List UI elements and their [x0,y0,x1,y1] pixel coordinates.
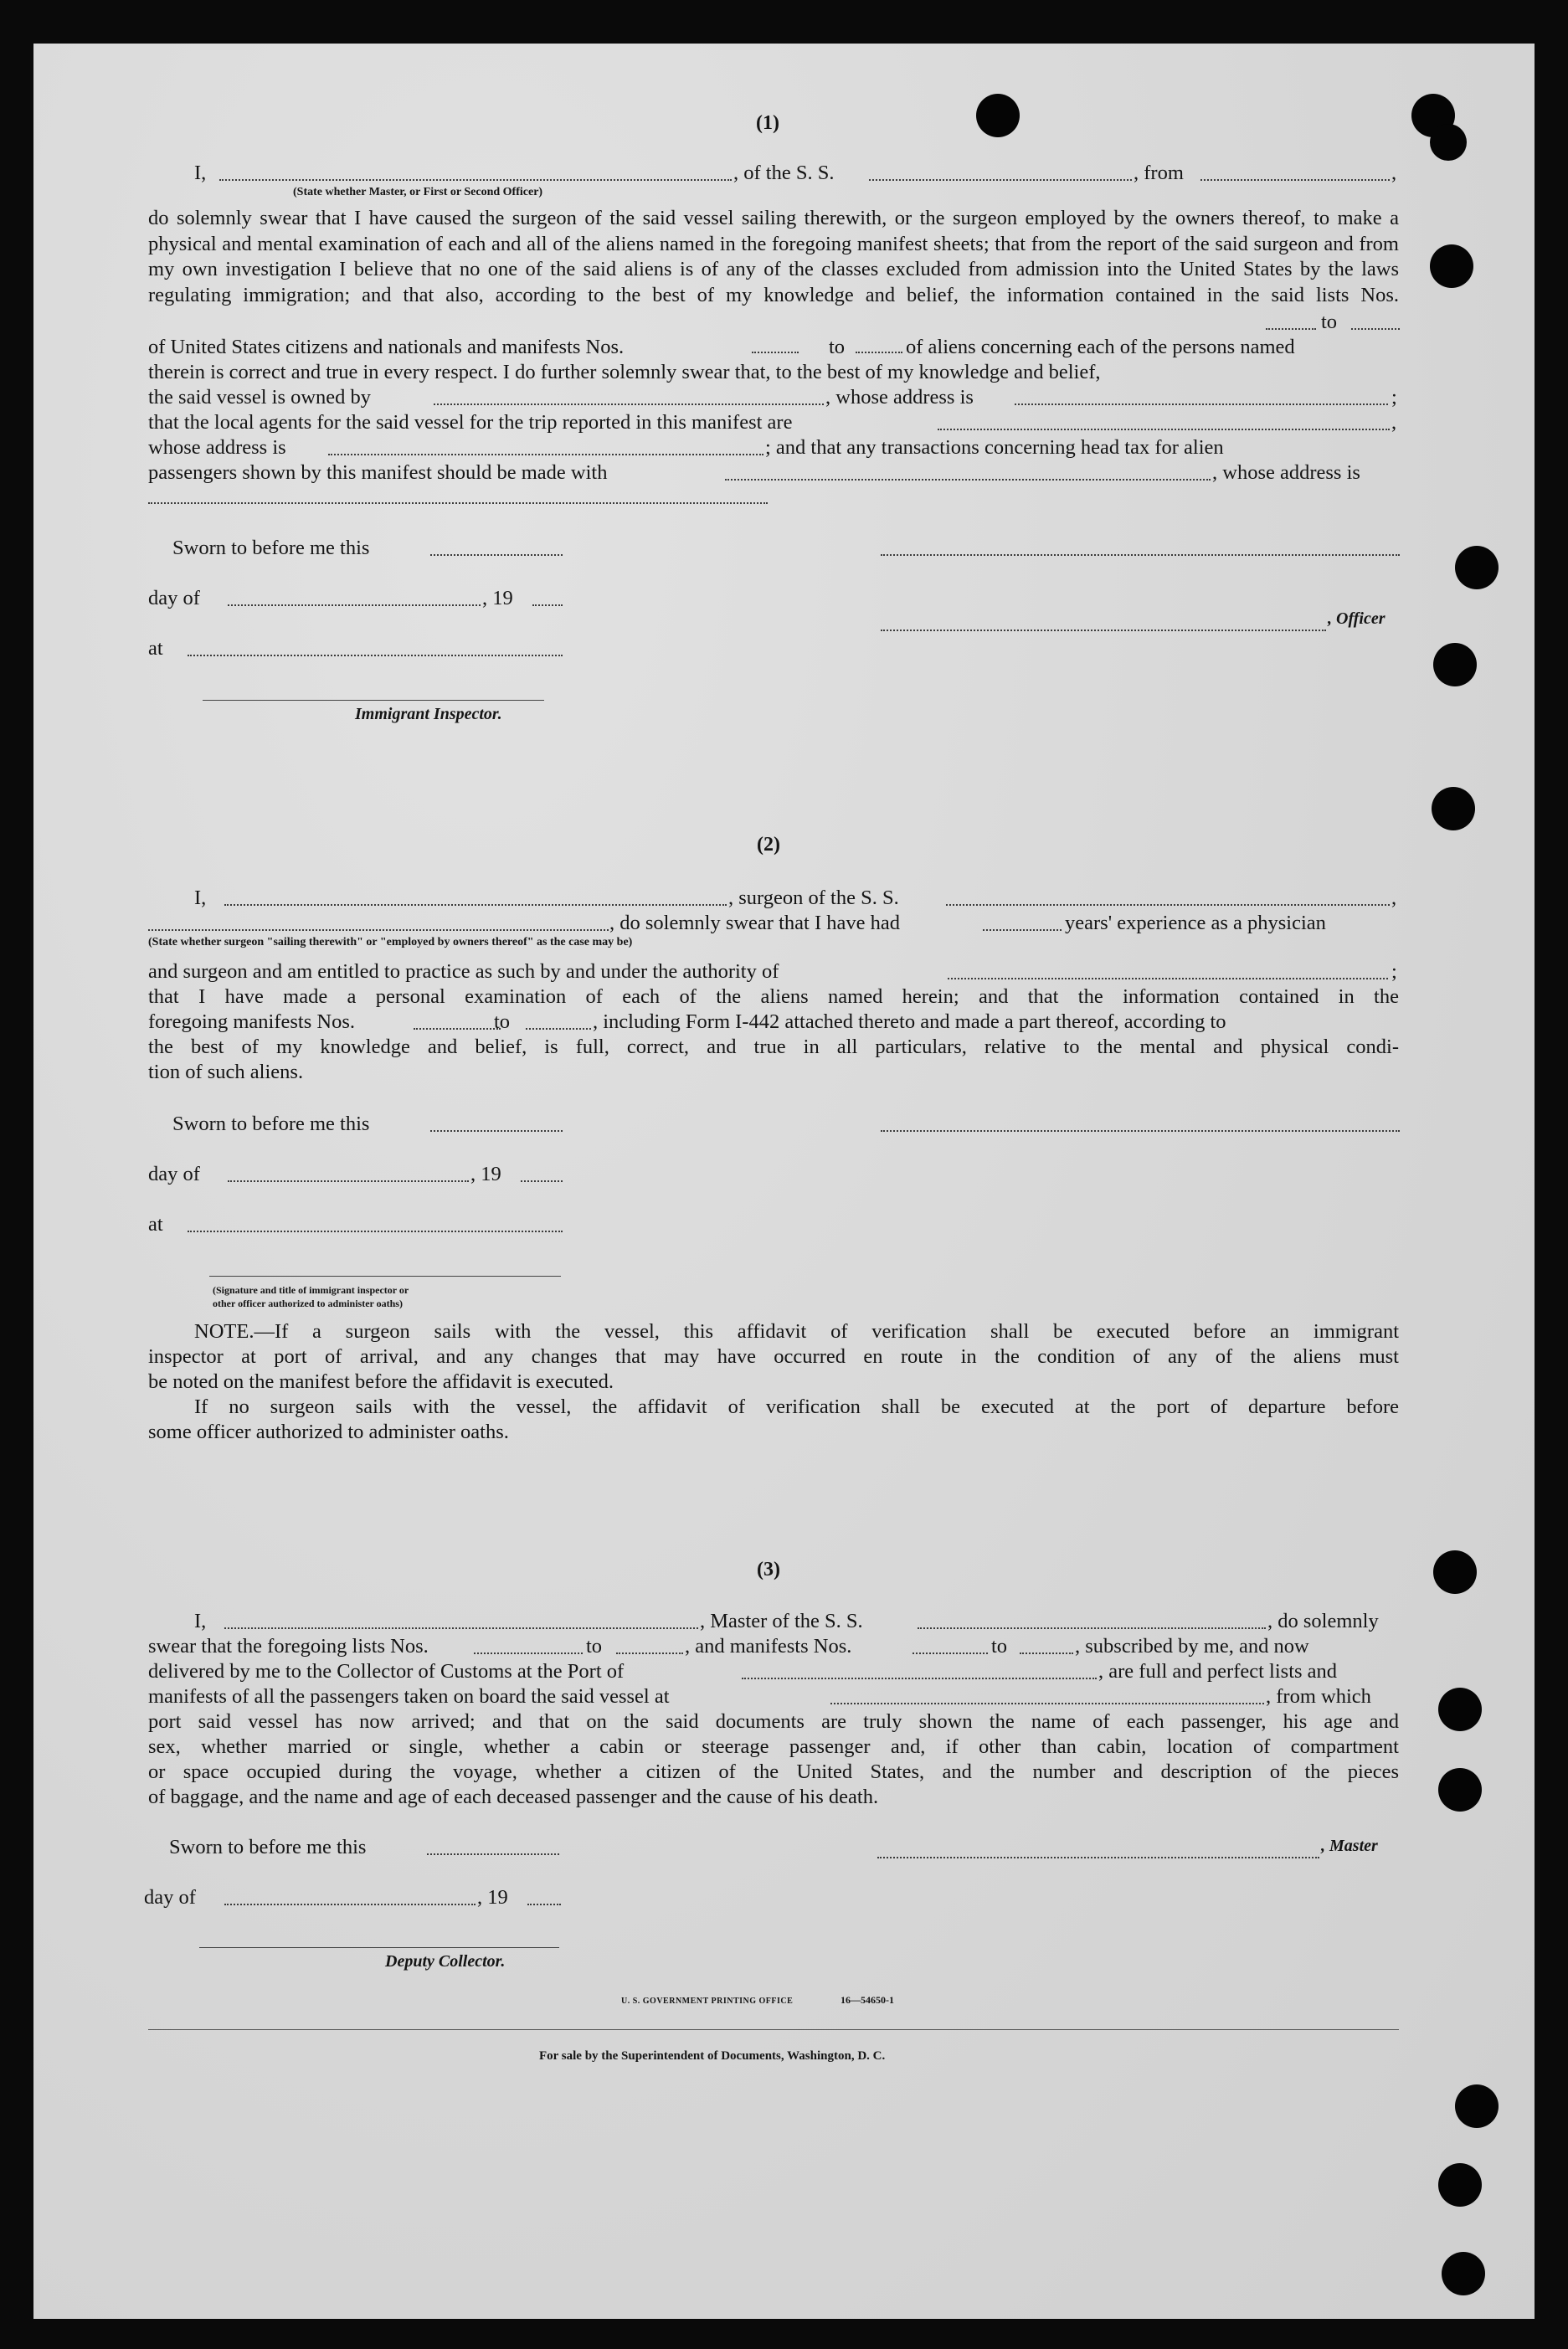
text: , 19 [482,587,513,609]
punch-hole [976,94,1020,137]
text: , whose address is [825,386,974,409]
fill-line-manifests-from [414,1028,501,1030]
text: and surgeon and am entitled to practice as such by and under the authority of [148,960,779,983]
fill-line-sworn-date [427,1853,559,1855]
note-line: inspector at port of arrival, and any changes that may have occurred en route in the condition of any of the aliens must [148,1345,1399,1368]
deputy-collector-label: Deputy Collector. [385,1952,506,1971]
punch-hole [1455,546,1499,589]
for-sale-notice: For sale by the Superintendent of Documents, Washington, D. C. [539,2049,886,2063]
text-line: that I have made a personal examination of each of the aliens named herein; and that the information contained in the [148,985,1399,1008]
fill-line-year [521,1180,563,1182]
fill-line-day-of [224,1904,476,1905]
field-caption: (State whether surgeon "sailing therewith" or "employed by owners thereof" as the case may be) [148,936,633,948]
fill-line-agents-address [328,454,763,455]
affidavit-paragraph: do solemnly swear that I have caused the surgeon of the said vessel sailing therewith, or the surgeon employed by the owners thereof, to make a physical and mental examination of each and all of the aliens named in the foregoing manifest sheets; that from the report of the said surgeon and from my own investigation I believe that no one of the said aliens is of any of the classes excluded from admission into the United States by the laws regulating immigration; and that also, according to the best of my knowledge and belief, the information contained in the said lists Nos. [148,207,1399,306]
text: to [494,1010,511,1033]
signature-line-deputy [199,1947,559,1948]
fill-line-lists-from [474,1653,583,1654]
note-line: some officer authorized to administer oaths. [148,1421,509,1443]
text: , from [1134,162,1184,184]
text: I, [194,1610,207,1632]
fill-line-manifests-from [913,1653,988,1654]
text: , including Form I-442 attached thereto and made a part thereof, according to [593,1010,1226,1033]
fill-line-at-place [188,655,563,656]
text: day of [144,1886,196,1909]
text: ; [1391,386,1397,409]
text: foregoing manifests Nos. [148,1010,355,1033]
text: to [586,1635,603,1658]
fill-line-surgeon-signature [881,1130,1400,1132]
fill-line-master-name [224,1627,698,1629]
fill-line-lists-to [616,1653,683,1654]
punch-hole [1432,787,1475,830]
punch-hole [1433,643,1477,686]
fill-line-day-of [228,604,481,606]
section-number: (1) [756,112,779,134]
printing-office-imprint: U. S. GOVERNMENT PRINTING OFFICE [621,1997,794,2006]
text: , Master of the S. S. [700,1610,863,1632]
fill-line-agents [938,429,1390,430]
fill-line-surgeon-ship [946,904,1390,906]
text: day of [148,1163,200,1185]
punch-hole [1433,1550,1477,1594]
fill-line-manifests-to [526,1028,591,1030]
text: , subscribed by me, and now [1075,1635,1309,1658]
field-caption: (State whether Master, or First or Second Officer) [293,186,543,198]
fill-line-officer-signature [881,554,1400,556]
text: at [148,1213,163,1236]
fill-line-officer-title [881,630,1326,631]
fill-line-master-signature [877,1857,1319,1858]
text: , whose address is [1212,461,1360,484]
officer-label: , Officer [1328,609,1385,628]
fill-line-owner [434,403,824,405]
fill-line-manifest-to [856,352,902,353]
note-line: If no surgeon sails with the vessel, the affidavit of verification shall be executed at the port of departure before [194,1396,1399,1418]
text: day of [148,587,200,609]
text: , 19 [477,1886,508,1909]
signature-caption: other officer authorized to administer oaths) [213,1298,403,1309]
text: Sworn to before me this [172,537,370,559]
text: , and manifests Nos. [685,1635,852,1658]
text: that the local agents for the said vessel for the trip reported in this manifest are [148,411,793,434]
fill-line-list-from [1266,328,1316,330]
signature-line-inspector [203,700,544,701]
fill-line-ship-name [869,179,1132,181]
note-line: be noted on the manifest before the affidavit is executed. [148,1370,614,1393]
fill-line-head-tax-address [148,502,768,504]
text: , [1391,411,1397,434]
fill-line-surgeon-status [148,929,609,931]
text: the said vessel is owned by [148,386,372,409]
section-number: (2) [757,834,780,856]
fill-line-list-to [1351,328,1400,330]
fill-line-surgeon-name [224,904,727,906]
text: whose address is [148,436,286,459]
fill-line-manifest-from [752,352,799,353]
punch-hole [1438,1688,1482,1731]
text: , [1391,162,1397,184]
fill-line-years [983,929,1062,931]
fill-line-sworn-date [430,1130,563,1132]
form-code: 16—54650-1 [841,1994,894,2006]
text: delivered by me to the Collector of Customs at the Port of [148,1660,625,1683]
punch-hole [1442,2252,1485,2295]
fill-line-officer-name [219,179,732,181]
text: to [829,336,846,358]
footer-rule [148,2029,1399,2030]
text: , of the S. S. [733,162,835,184]
section-number: (3) [757,1559,780,1581]
fill-line-sworn-date [430,554,563,556]
immigrant-inspector-label: Immigrant Inspector. [355,705,502,723]
fill-line-day-of [228,1180,469,1182]
text-line: sex, whether married or single, whether a cabin or steerage passenger and, if other than cabin, location of compartment [148,1735,1399,1758]
text: at [148,637,163,660]
fill-line-at-place [188,1231,563,1232]
fill-line-year [527,1904,561,1905]
text: , do solemnly swear that I have had [609,912,900,934]
text: , do solemnly [1267,1610,1379,1632]
fill-line-head-tax-contact [725,479,1211,481]
punch-hole [1438,2163,1482,2207]
fill-line-boarding-port [830,1703,1264,1704]
note-line: NOTE.—If a surgeon sails with the vessel, this affidavit of verification shall be executed before an immigrant [194,1320,1399,1343]
fill-line-authority [948,978,1388,979]
text: passengers shown by this manifest should be made with [148,461,608,484]
text: ; and that any transactions concerning head tax for alien [765,436,1224,459]
punch-hole [1430,124,1467,161]
text: , are full and perfect lists and [1098,1660,1338,1683]
fill-line-departure-port [1200,179,1390,181]
fill-line-year [532,604,563,606]
text: Sworn to before me this [169,1836,367,1858]
text: Sworn to before me this [172,1113,370,1135]
text: tion of such aliens. [148,1061,304,1083]
text: ; [1391,960,1397,983]
text: , 19 [470,1163,501,1185]
text: of aliens concerning each of the persons named [906,336,1295,358]
punch-hole [1455,2084,1499,2128]
punch-hole [1430,244,1473,288]
text: I, [194,162,207,184]
punch-hole [1438,1768,1482,1812]
text: , surgeon of the S. S. [728,887,899,909]
text: , [1391,887,1397,909]
text-line: the best of my knowledge and belief, is full, correct, and true in all particulars, relative to the mental and physical condi- [148,1036,1399,1058]
fill-line-master-ship [918,1627,1266,1629]
text-line: port said vessel has now arrived; and that on the said documents are truly shown the name of each passenger, his age and [148,1710,1399,1733]
text-line: or space occupied during the voyage, whether a citizen of the United States, and the number and description of the pieces [148,1760,1399,1783]
signature-line-official [209,1276,561,1277]
text-line: of baggage, and the name and age of each deceased passenger and the cause of his death. [148,1786,879,1808]
text: to [1321,311,1338,333]
text: years' experience as a physician [1065,912,1326,934]
text: manifests of all the passengers taken on board the said vessel at [148,1685,670,1708]
signature-caption: (Signature and title of immigrant inspector or [213,1284,409,1296]
fill-line-port [742,1678,1097,1679]
text: swear that the foregoing lists Nos. [148,1635,429,1658]
text: I, [194,887,207,909]
fill-line-manifests-to [1020,1653,1073,1654]
text: , from which [1266,1685,1371,1708]
text: therein is correct and true in every respect. I do further solemnly swear that, to the best of my knowledge and belief, [148,361,1101,383]
master-label: , Master [1321,1837,1378,1855]
text: to [991,1635,1008,1658]
text: of United States citizens and nationals and manifests Nos. [148,336,625,358]
fill-line-owner-address [1015,403,1388,405]
